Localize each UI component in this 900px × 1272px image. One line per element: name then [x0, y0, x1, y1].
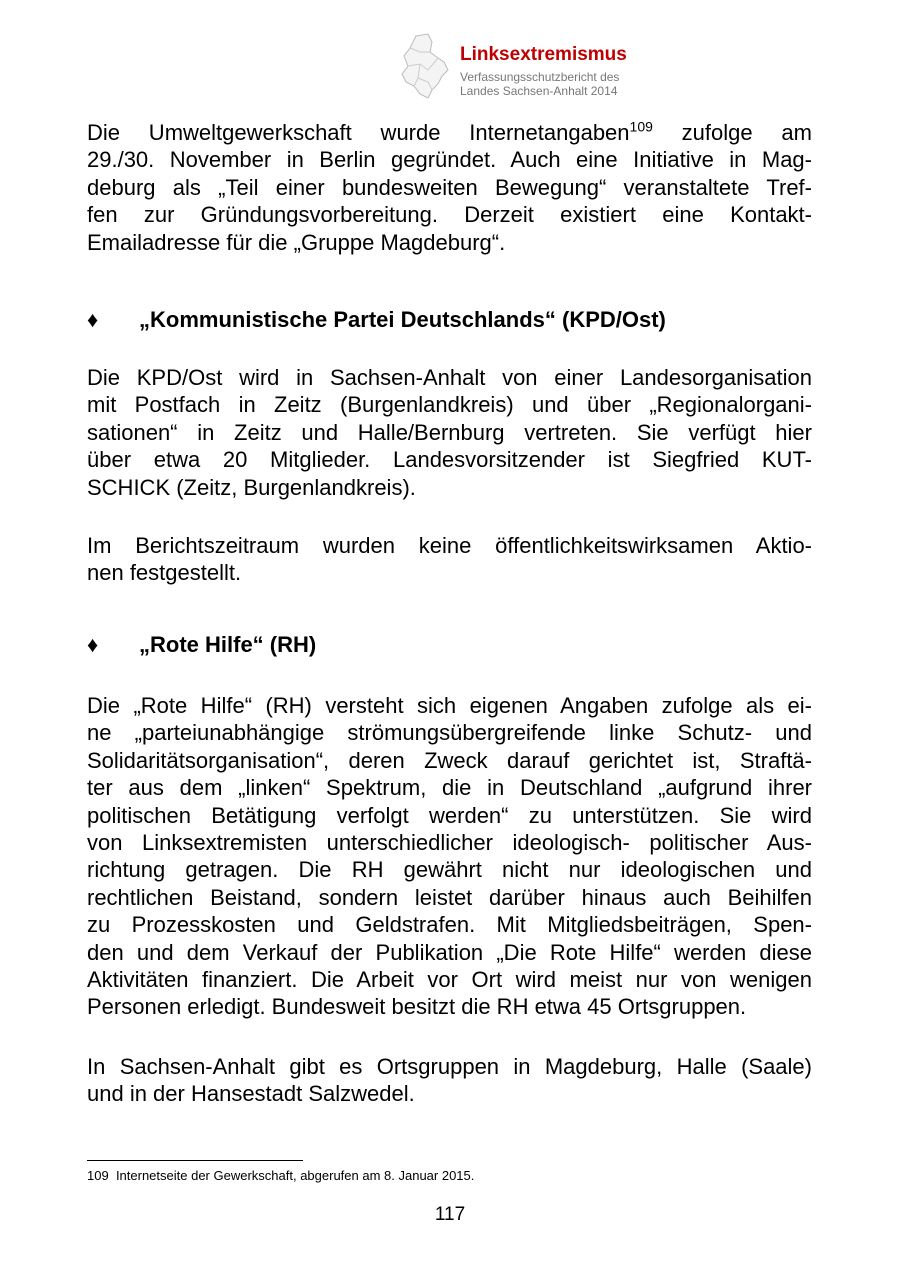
text-line: ter aus dem „linken“ Spektrum, die in Deutschland „aufgrund ihrer	[87, 775, 812, 801]
section-heading-kpd	[87, 306, 666, 334]
page-number: 117	[434, 1204, 466, 1225]
text-span: Die Umweltgewerkschaft wurde Internetangaben	[87, 120, 630, 145]
text-line: von Linksextremisten unterschiedlicher ideologisch- politischer Aus-	[87, 830, 812, 856]
text-line: sationen“ in Zeitz und Halle/Bernburg vertreten. Sie verfügt hier	[87, 419, 812, 445]
text-line: zu Prozesskosten und Geldstrafen. Mit Mitgliedsbeiträgen, Spen-	[87, 912, 812, 938]
text-line: Die KPD/Ost wird in Sachsen-Anhalt von einer Landesorganisation	[87, 365, 812, 390]
paragraph-rote-hilfe	[87, 692, 812, 1021]
text-line: Personen erledigt. Bundesweit besitzt die RH etwa 45 Ortsgruppen.	[87, 994, 747, 1020]
text-line: deburg als „Teil einer bundesweiten Bewegung“ veranstaltete Tref-	[87, 174, 812, 200]
text-line: In Sachsen-Anhalt gibt es Ortsgruppen in Magdeburg, Halle (Saale)	[87, 1054, 812, 1079]
text-span: zufolge am	[652, 120, 812, 145]
heading-text: „Kommunistische Partei Deutschlands“ (KPD/Ost)	[139, 307, 666, 332]
paragraph-rote-hilfe-sachsen-anhalt	[87, 1053, 812, 1108]
header-subtitle-line: Landes Sachsen-Anhalt 2014	[460, 84, 618, 98]
text-line: 29./30. November in Berlin gegründet. Auch eine Initiative in Mag-	[87, 147, 812, 173]
paragraph-kpd-actions	[87, 532, 812, 587]
text-line: fen zur Gründungsvorbereitung. Derzeit existiert eine Kontakt-	[87, 202, 812, 228]
diamond-bullet-icon: ♦	[87, 307, 99, 332]
footnote-reference[interactable]: 109	[629, 118, 653, 135]
saxony-anhalt-map-logo	[398, 32, 454, 100]
footnote-divider	[87, 1160, 303, 1161]
text-line: Aktivitäten finanziert. Die Arbeit vor Ort wird meist nur von wenigen	[87, 967, 812, 993]
page-header	[398, 32, 658, 102]
text-line	[87, 119, 812, 146]
section-heading-rote-hilfe	[87, 631, 316, 659]
paragraph-umweltgewerkschaft	[87, 119, 812, 256]
text-line: richtung getragen. Die RH gewährt nicht nur ideologischen und	[87, 857, 812, 883]
text-line: politischen Betätigung verfolgt werden“ zu unterstützen. Sie wird	[87, 802, 812, 828]
text-line: mit Postfach in Zeitz (Burgenlandkreis) und über „Regionalorgani-	[87, 392, 812, 418]
footnote-number: 109	[87, 1168, 109, 1183]
footnote	[87, 1168, 474, 1183]
footnote-text: Internetseite der Gewerkschaft, abgerufen am 8. Januar 2015.	[115, 1168, 475, 1183]
heading-text: „Rote Hilfe“ (RH)	[139, 632, 317, 657]
text-line: Solidaritätsorganisation“, deren Zweck darauf gerichtet ist, Straftä-	[87, 747, 812, 773]
text-line: SCHICK (Zeitz, Burgenlandkreis).	[87, 474, 416, 500]
text-line: und in der Hansestadt Salzwedel.	[87, 1081, 415, 1107]
text-line: ne „parteiunabhängige strömungsübergreifende linke Schutz- und	[87, 720, 812, 746]
text-line: rechtlichen Beistand, sondern leistet darüber hinaus auch Beihilfen	[87, 884, 812, 910]
text-line: Die „Rote Hilfe“ (RH) versteht sich eigenen Angaben zufolge als ei-	[87, 693, 812, 718]
paragraph-kpd	[87, 364, 812, 501]
header-subtitle	[460, 70, 619, 98]
diamond-bullet-icon: ♦	[87, 632, 99, 657]
text-line: über etwa 20 Mitglieder. Landesvorsitzender ist Siegfried KUT-	[87, 447, 812, 473]
text-line: nen festgestellt.	[87, 560, 242, 586]
header-title: Linksextremismus	[460, 44, 627, 65]
text-line: Emailadresse für die „Gruppe Magdeburg“.	[87, 229, 506, 255]
text-line: den und dem Verkauf der Publikation „Die Rote Hilfe“ werden diese	[87, 939, 812, 965]
text-line: Im Berichtszeitraum wurden keine öffentlichkeitswirksamen Aktio-	[87, 533, 812, 558]
header-subtitle-line: Verfassungsschutzbericht des	[460, 70, 620, 84]
